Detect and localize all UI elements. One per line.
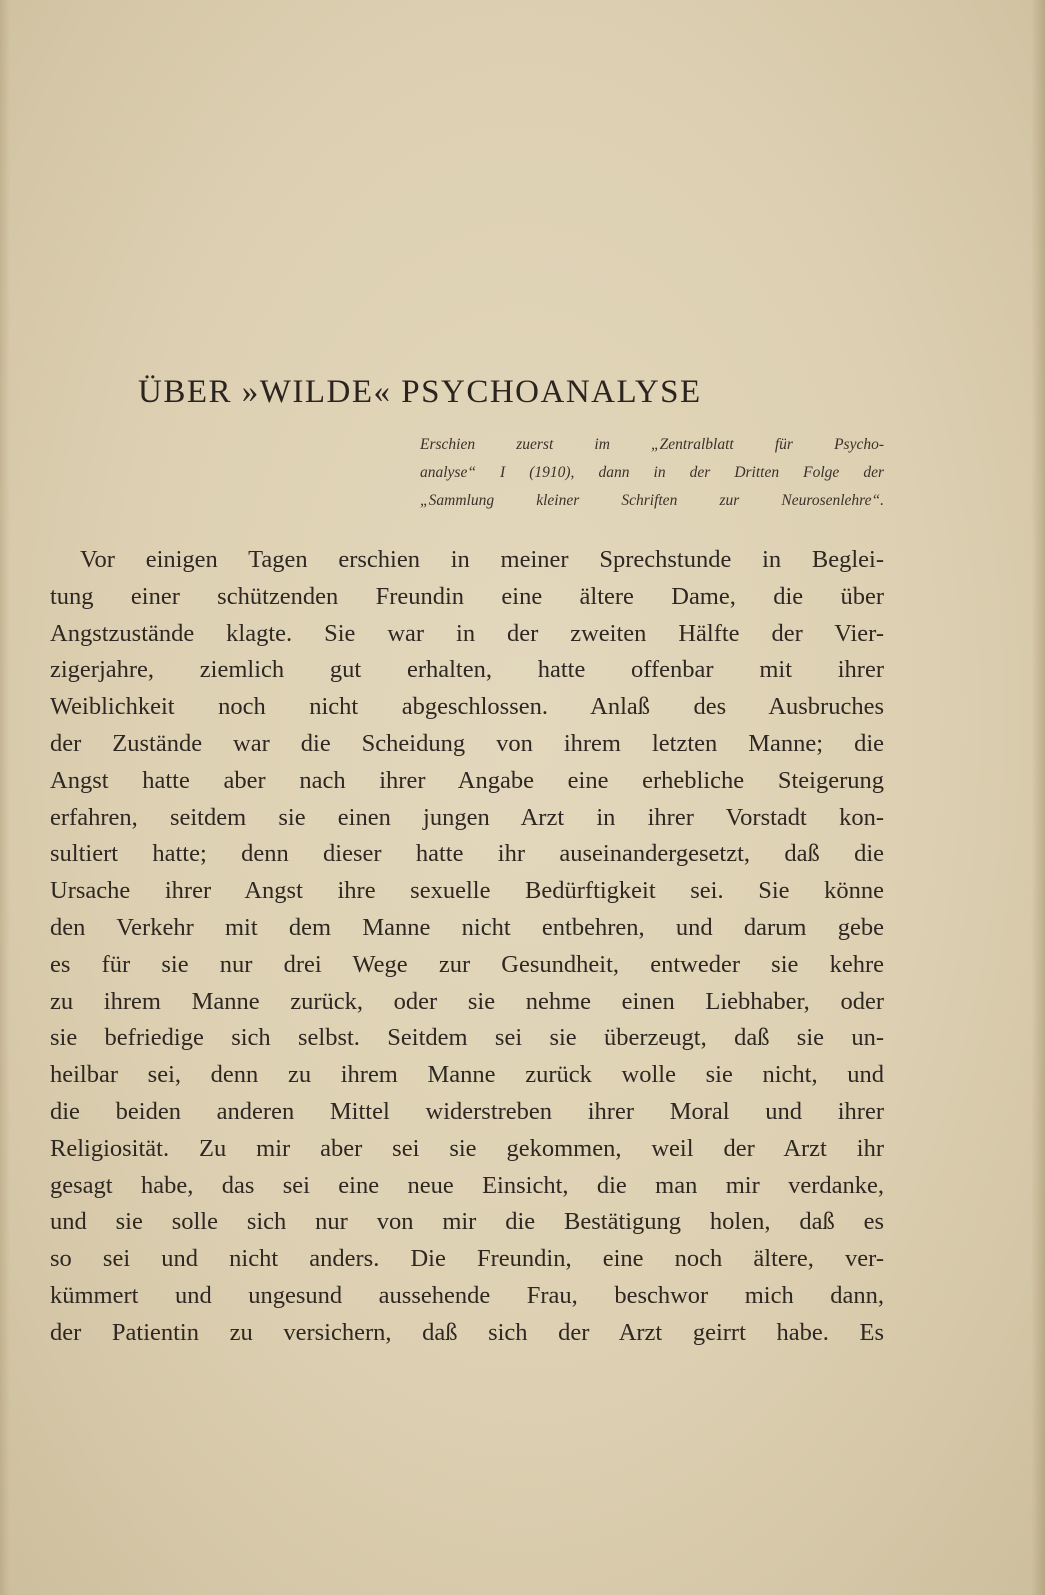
- body-line: erfahren, seitdem sie einen jungen Arzt in ihrer Vorstadt kon-: [50, 803, 884, 831]
- body-paragraph: [50, 542, 884, 1352]
- body-line: Vor einigen Tagen erschien in meiner Sprechstunde in Beglei-: [80, 546, 884, 573]
- body-line: Angst hatte aber nach ihrer Angabe eine erhebliche Steigerung: [50, 766, 884, 794]
- body-line: den Verkehr mit dem Manne nicht entbehren, und darum gebe: [50, 913, 884, 941]
- chapter-title: ÜBER »WILDE« PSYCHOANALYSE: [138, 374, 702, 410]
- page-edge-shadow-right: [1031, 0, 1045, 1595]
- body-line: der Patientin zu versichern, daß sich der Arzt geirrt habe. Es: [50, 1318, 884, 1346]
- body-line: zigerjahre, ziemlich gut erhalten, hatte offenbar mit ihrer: [50, 656, 884, 684]
- body-line: kümmert und ungesund aussehende Frau, beschwor mich dann,: [50, 1281, 884, 1309]
- source-note-line: Erschien zuerst im „Zentralblatt für Psycho-: [420, 436, 884, 453]
- body-line: tung einer schützenden Freundin eine ältere Dame, die über: [50, 582, 884, 610]
- body-line: gesagt habe, das sei eine neue Einsicht, die man mir verdanke,: [50, 1171, 884, 1199]
- page-edge-shadow-left: [0, 0, 10, 1595]
- body-line: und sie solle sich nur von mir die Bestätigung holen, daß es: [50, 1208, 884, 1236]
- body-line: die beiden anderen Mittel widerstreben ihrer Moral und ihrer: [50, 1097, 884, 1125]
- source-note-line: „Sammlung kleiner Schriften zur Neurosenlehre“.: [420, 492, 884, 509]
- body-line: heilbar sei, denn zu ihrem Manne zurück wolle sie nicht, und: [50, 1061, 884, 1089]
- body-line: so sei und nicht anders. Die Freundin, eine noch ältere, ver-: [50, 1245, 884, 1273]
- body-line: Angstzustände klagte. Sie war in der zweiten Hälfte der Vier-: [50, 619, 884, 647]
- body-line: Ursache ihrer Angst ihre sexuelle Bedürftigkeit sei. Sie könne: [50, 877, 884, 905]
- source-note: [420, 431, 884, 515]
- source-note-line: analyse“ I (1910), dann in der Dritten Folge der: [420, 464, 884, 481]
- body-line: zu ihrem Manne zurück, oder sie nehme einen Liebhaber, oder: [50, 987, 884, 1015]
- body-line: Weiblichkeit noch nicht abgeschlossen. Anlaß des Ausbruches: [50, 693, 884, 721]
- body-line: der Zustände war die Scheidung von ihrem letzten Manne; die: [50, 729, 884, 757]
- body-line: sultiert hatte; denn dieser hatte ihr auseinandergesetzt, daß die: [50, 840, 884, 868]
- body-line: es für sie nur drei Wege zur Gesundheit, entweder sie kehre: [50, 950, 884, 978]
- body-line: Religiosität. Zu mir aber sei sie gekommen, weil der Arzt ihr: [50, 1134, 884, 1162]
- body-line: sie befriedige sich selbst. Seitdem sei sie überzeugt, daß sie un-: [50, 1024, 884, 1052]
